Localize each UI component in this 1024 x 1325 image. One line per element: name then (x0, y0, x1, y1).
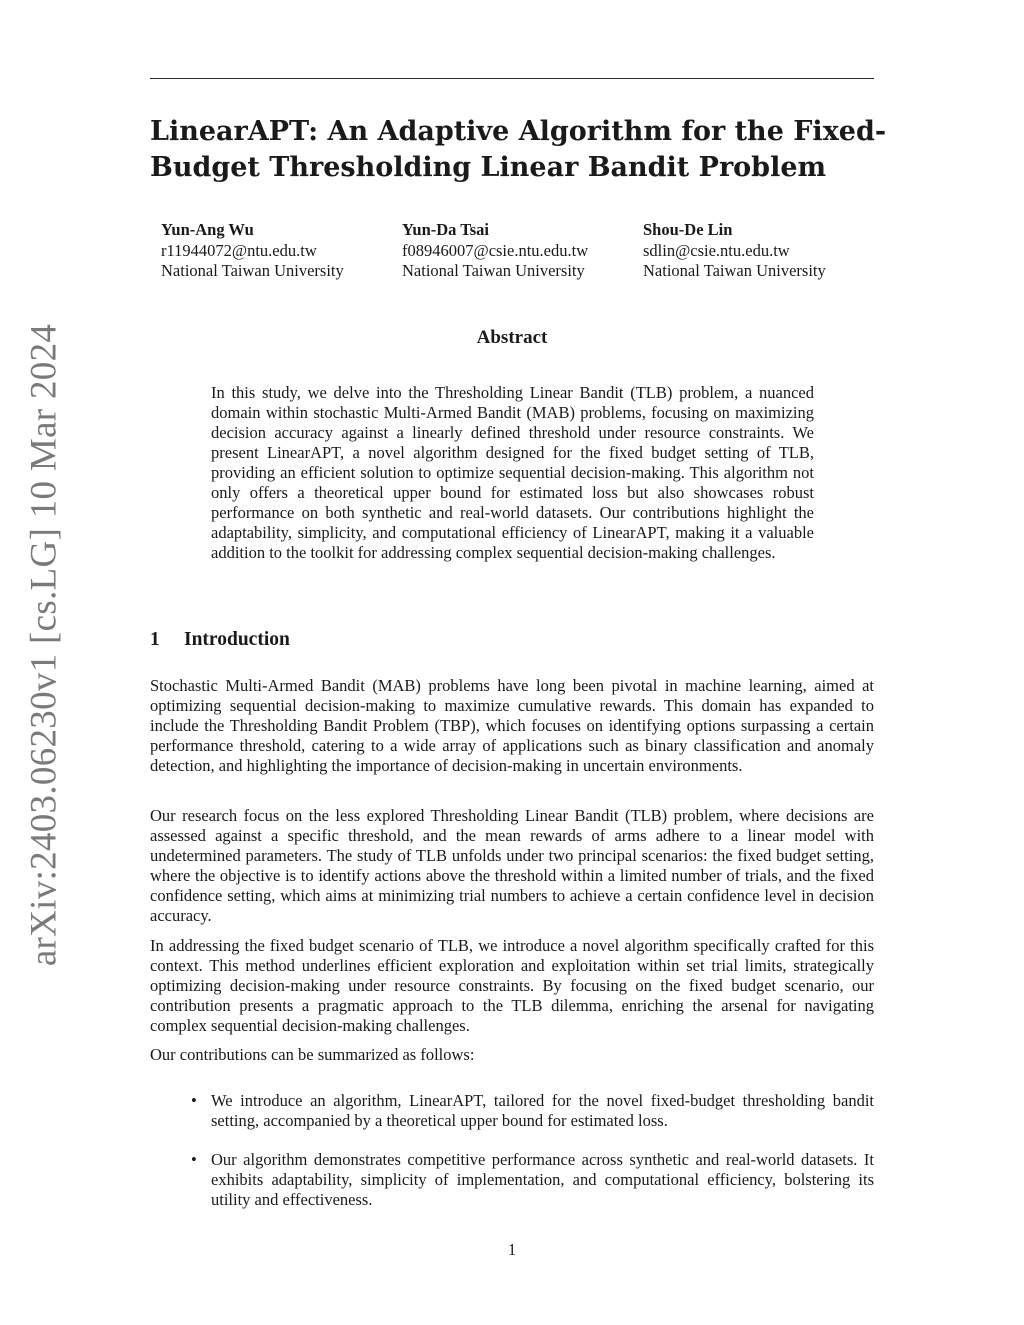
bullet-icon: • (191, 1150, 197, 1169)
author-email: sdlin@csie.ntu.edu.tw (643, 240, 790, 260)
author-email: f08946007@csie.ntu.edu.tw (402, 240, 589, 260)
paper-title-line-2: Budget Thresholding Linear Bandit Problem (150, 152, 827, 183)
author-affiliation: National Taiwan University (402, 261, 585, 280)
list-item (150, 1091, 874, 1131)
abstract-text: In this study, we delve into the Thresholding Linear Bandit (TLB) problem, a nuanced domain within stochastic Multi-Armed Bandit (MAB) problems, focusing on maximizing decision accuracy against a linearly defined threshold under resource constraints. We present LinearAPT, a novel algorithm designed for the fixed budget setting of TLB, providing an efficient solution to optimize sequential decision-making. This algorithm not only offers a theoretical upper bound for estimated loss but also showcases robust performance on both synthetic and real-world datasets. Our contributions highlight the adaptability, simplicity, and computational efficiency of LinearAPT, making it a valuable addition to the toolkit for addressing complex sequential decision-making challenges. (211, 383, 814, 562)
author-name: Shou-De Lin (643, 220, 733, 239)
author-block-1 (161, 220, 344, 282)
paper-title (150, 114, 890, 186)
author-block-2 (402, 220, 588, 282)
author-affiliation: National Taiwan University (643, 261, 826, 280)
page-number: 1 (507, 1240, 517, 1259)
contributions-list (150, 1091, 874, 1229)
author-affiliation: National Taiwan University (161, 261, 344, 280)
intro-paragraph-3: In addressing the fixed budget scenario of TLB, we introduce a novel algorithm specifically crafted for this context. This method underlines efficient exploration and exploitation within set trial limits, strategically optimizing decision-making under resource constraints. By focusing on the fixed budget scenario, our contribution presents a pragmatic approach to the TLB dilemma, enriching the arsenal for navigating complex sequential decision-making challenges. (150, 936, 874, 1035)
author-name: Yun-Da Tsai (402, 220, 489, 239)
arxiv-identifier: arXiv:2403.06230v1 [cs.LG] 10 Mar 2024 (23, 323, 65, 967)
author-block-3 (643, 220, 826, 282)
paper-title-line-1: LinearAPT: An Adaptive Algorithm for the Fixed- (150, 116, 887, 147)
header-rule (150, 78, 874, 79)
author-email: r11944072@ntu.edu.tw (161, 240, 317, 260)
intro-paragraph-2: Our research focus on the less explored Thresholding Linear Bandit (TLB) problem, where decisions are assessed against a specific threshold, and the mean rewards of arms adhere to a linear model with undetermined parameters. The study of TLB unfolds under two principal scenarios: the fixed budget setting, where the objective is to identify actions above the threshold within a limited number of trials, and the fixed confidence setting, which aims at minimizing trial numbers to achieve a certain confidence level in decision accuracy. (150, 806, 874, 925)
list-item (150, 1150, 874, 1210)
bullet-icon: • (191, 1091, 197, 1110)
intro-paragraph-1: Stochastic Multi-Armed Bandit (MAB) problems have long been pivotal in machine learning, aimed at optimizing sequential decision-making to maximize cumulative rewards. This domain has expanded to include the Thresholding Bandit Problem (TBP), which focuses on identifying options surpassing a certain performance threshold, catering to a wide array of applications such as binary classification and anomaly detection, and highlighting the importance of decision-making in uncertain environments. (150, 676, 874, 775)
list-item-text: Our algorithm demonstrates competitive performance across synthetic and real-world datasets. It exhibits adaptability, simplicity of implementation, and computational efficiency, bolstering its utility and effectiveness. (211, 1150, 874, 1209)
author-name: Yun-Ang Wu (161, 220, 254, 239)
abstract-heading: Abstract (476, 327, 548, 348)
section-title: Introduction (184, 629, 290, 650)
list-item-text: We introduce an algorithm, LinearAPT, tailored for the novel fixed-budget thresholding bandit setting, accompanied by a theoretical upper bound for estimated loss. (211, 1091, 874, 1130)
intro-paragraph-4: Our contributions can be summarized as follows: (150, 1045, 475, 1064)
section-heading (150, 629, 290, 651)
section-number: 1 (150, 629, 160, 650)
